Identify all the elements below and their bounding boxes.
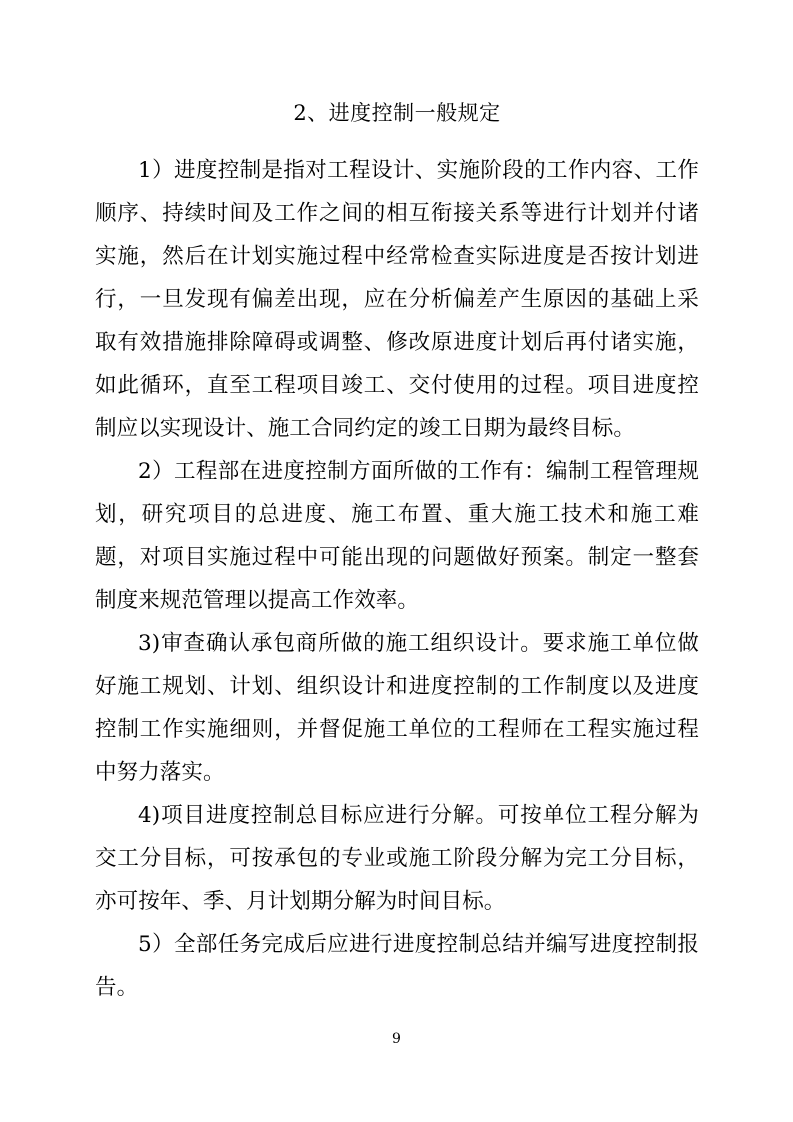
paragraph-3: 3)审查确认承包商所做的施工组织设计。要求施工单位做好施工规划、计划、组织设计和进度控制的工作制度以及进度控制工作实施细则，并督促施工单位的工程师在工程实施过程中努力落实。 bbox=[95, 631, 699, 785]
paragraph-5: 5）全部任务完成后应进行进度控制总结并编写进度控制报告。 bbox=[95, 932, 699, 1000]
paragraph-4: 4)项目进度控制总目标应进行分解。可按单位工程分解为交工分目标，可按承包的专业或施工阶段分解为完工分目标，亦可按年、季、月计划期分解为时间目标。 bbox=[95, 803, 699, 914]
page-number: 9 bbox=[392, 1031, 401, 1047]
paragraph-2: 2）工程部在进度控制方面所做的工作有：编制工程管理规划，研究项目的总进度、施工布置、重大施工技术和施工难题，对项目实施过程中可能出现的问题做好预案。制定一整套制度来规范管理以提高工作效率。 bbox=[95, 459, 699, 613]
page-title: 2、进度控制一般规定 bbox=[293, 101, 501, 125]
paragraph-1: 1）进度控制是指对工程设计、实施阶段的工作内容、工作顺序、持续时间及工作之间的相互衔接关系等进行计划并付诸实施，然后在计划实施过程中经常检查实际进度是否按计划进行，一旦发现有偏差出现，应在分析偏差产生原因的基础上采取有效措施排除障碍或调整、修改原进度计划后再付诸实施，如此循环，直至工程项目竣工、交付使用的过程。项目进度控制应以实现设计、施工合同约定的竣工日期为最终目标。 bbox=[95, 158, 699, 441]
page-content bbox=[95, 0, 699, 1009]
